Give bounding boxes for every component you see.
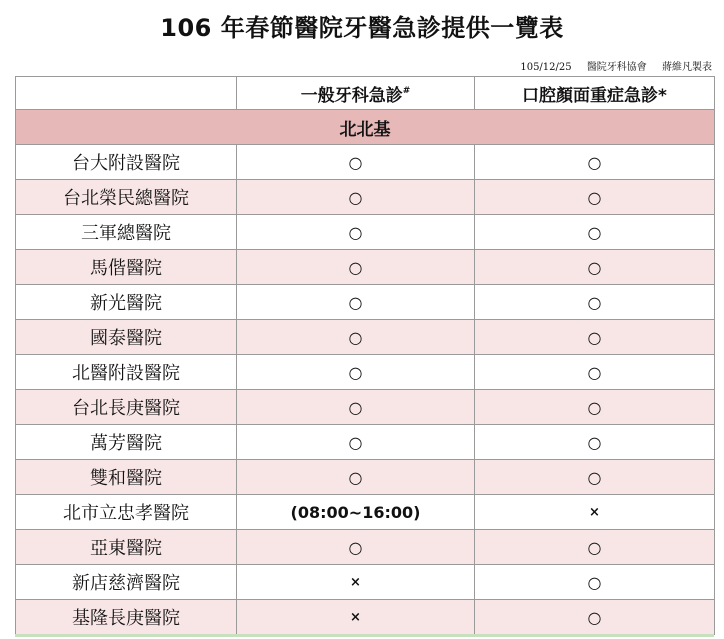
hospital-name: 馬偕醫院 — [16, 250, 237, 285]
table-row — [16, 320, 715, 355]
severe-emergency-cell: ○ — [475, 250, 715, 285]
page-title: 106 年春節醫院牙醫急診提供一覽表 — [160, 14, 564, 42]
document-meta — [508, 58, 712, 73]
table-row — [16, 565, 715, 600]
severe-emergency-cell: ○ — [475, 530, 715, 565]
emergency-table — [15, 76, 715, 635]
header-general — [237, 77, 475, 110]
severe-emergency-cell: ○ — [475, 180, 715, 215]
hospital-name: 基隆長庚醫院 — [16, 600, 237, 635]
meta-author: 蔣維凡製表 — [662, 62, 712, 73]
table-row — [16, 495, 715, 530]
region-row — [16, 110, 715, 145]
hospital-name: 北醫附設醫院 — [16, 355, 237, 390]
table-row — [16, 145, 715, 180]
hospital-name: 新店慈濟醫院 — [16, 565, 237, 600]
table-row — [16, 390, 715, 425]
hospital-name: 北市立忠孝醫院 — [16, 495, 237, 530]
table-row — [16, 600, 715, 635]
general-emergency-cell: ○ — [237, 530, 475, 565]
general-emergency-cell: ○ — [237, 250, 475, 285]
hospital-name: 台北長庚醫院 — [16, 390, 237, 425]
header-row — [16, 77, 715, 110]
hospital-name: 雙和醫院 — [16, 460, 237, 495]
severe-emergency-cell: × — [475, 495, 715, 530]
header-hospital — [16, 77, 237, 110]
header-severe: 口腔顏面重症急診* — [475, 77, 715, 110]
hospital-name: 新光醫院 — [16, 285, 237, 320]
severe-emergency-cell: ○ — [475, 425, 715, 460]
general-emergency-cell: ○ — [237, 390, 475, 425]
general-emergency-cell: ○ — [237, 145, 475, 180]
table-row — [16, 285, 715, 320]
meta-org: 醫院牙科協會 — [586, 62, 647, 73]
general-emergency-cell: × — [237, 565, 475, 600]
severe-emergency-cell: ○ — [475, 145, 715, 180]
severe-emergency-cell: ○ — [475, 565, 715, 600]
general-emergency-cell: ○ — [237, 355, 475, 390]
hospital-name: 國泰醫院 — [16, 320, 237, 355]
general-emergency-cell: (08:00~16:00) — [237, 495, 475, 530]
general-emergency-cell: × — [237, 600, 475, 635]
severe-emergency-cell: ○ — [475, 390, 715, 425]
table-row — [16, 425, 715, 460]
hospital-name: 台大附設醫院 — [16, 145, 237, 180]
severe-emergency-cell: ○ — [475, 460, 715, 495]
table-row — [16, 180, 715, 215]
general-emergency-cell: ○ — [237, 180, 475, 215]
general-emergency-cell: ○ — [237, 215, 475, 250]
severe-emergency-cell: ○ — [475, 215, 715, 250]
hospital-name: 台北榮民總醫院 — [16, 180, 237, 215]
general-emergency-cell: ○ — [237, 285, 475, 320]
general-emergency-cell: ○ — [237, 425, 475, 460]
severe-emergency-cell: ○ — [475, 600, 715, 635]
severe-emergency-cell: ○ — [475, 355, 715, 390]
table-row — [16, 530, 715, 565]
table-row — [16, 460, 715, 495]
severe-emergency-cell: ○ — [475, 320, 715, 355]
hospital-name: 萬芳醫院 — [16, 425, 237, 460]
table-row — [16, 215, 715, 250]
severe-emergency-cell: ○ — [475, 285, 715, 320]
meta-date: 105/12/25 — [520, 62, 572, 73]
hospital-name: 亞東醫院 — [16, 530, 237, 565]
header-general-label: 一般牙科急診 — [300, 85, 403, 106]
general-emergency-cell: ○ — [237, 460, 475, 495]
general-emergency-cell: ○ — [237, 320, 475, 355]
header-general-mark: # — [402, 85, 411, 96]
divider — [15, 634, 714, 637]
table-row — [16, 355, 715, 390]
table-row — [16, 250, 715, 285]
region-label: 北北基 — [16, 110, 715, 145]
hospital-name: 三軍總醫院 — [16, 215, 237, 250]
